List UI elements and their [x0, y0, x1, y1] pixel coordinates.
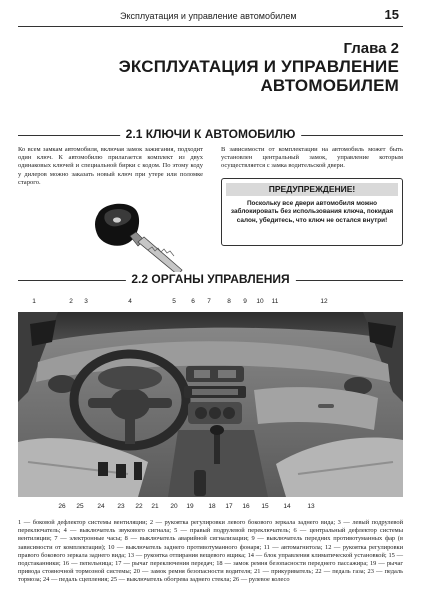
keys-right-text: В зависимости от комплектации на автомобиль может быть установлен центральный замок, управление которым осуществляется с замка водительской двери. — [221, 146, 403, 170]
callout-number: 6 — [191, 298, 195, 305]
dashboard-illustration — [18, 312, 403, 497]
callout-number: 21 — [151, 503, 159, 510]
callout-number: 7 — [207, 298, 211, 305]
callout-number: 26 — [58, 503, 66, 510]
running-header — [0, 4, 421, 24]
warning-text: Поскольку все двери автомобиля можно заблокировать без использования ключа, покидая салон, убедитесь, что ключ не остался внутри! — [230, 200, 394, 224]
callout-number: 19 — [186, 503, 194, 510]
callout-number: 17 — [225, 503, 233, 510]
callout-number: 13 — [307, 503, 315, 510]
header-rule — [18, 26, 403, 27]
callout-number: 25 — [76, 503, 84, 510]
callout-number: 16 — [242, 503, 250, 510]
car-key-illustration — [88, 200, 188, 278]
callout-number: 2 — [69, 298, 73, 305]
callout-number: 5 — [172, 298, 176, 305]
callout-number: 23 — [117, 503, 125, 510]
page-number: 15 — [384, 7, 399, 22]
callout-number: 24 — [97, 503, 105, 510]
running-header-title: Эксплуатация и управление автомобилем — [120, 11, 297, 21]
section-heading-controls — [18, 272, 403, 288]
chapter-title-line2: АВТОМОБИЛЕМ — [260, 76, 399, 95]
figure-caption: 1 — боковой дефлектор системы вентиляции; 2 — рукоятка регулировки левого бокового зеркала заднего вида; 3 — левый подрулевой переключатель; 4 — выключатель звукового сигнала; 5 — правый подрулевой переключатель; 6 — центральный дефлектор системы вентиляции; 7 — электронные часы; 8 — выключатель аварийной сигнализации; 9 — выключатель передних противотуманных фар (в зависимости от комплектации); 10 — выключатель заднего противотуманного фонаря; 11 — автомагнитола; 12 — рукоятка регулировки правого бокового зеркала заднего вида; 13 — рукоятка отпирания вещевого ящика; 14 — блок управления климатической установкой; 15 — подстаканники; 16 — пепельница; 17 — рычаг переключения передач; 18 — замок ремня безопасности переднего пассажира; 19 — рычаг привода стояночной тормозной системы; 20 — замок ремня безопасности водителя; 21 — прикуриватель; 22 — педаль газа; 23 — педаль тормоза; 24 — педаль сцепления; 25 — выключатель обогрева заднего стекла; 26 — рулевое колесо — [18, 519, 403, 584]
chapter-heading — [119, 40, 399, 95]
callout-number: 15 — [261, 503, 269, 510]
section-heading-text: 2.1 КЛЮЧИ К АВТОМОБИЛЮ — [120, 127, 302, 141]
callout-number: 4 — [128, 298, 132, 305]
warning-label: ПРЕДУПРЕЖДЕНИЕ! — [226, 183, 398, 196]
callout-number: 8 — [227, 298, 231, 305]
callout-number: 22 — [135, 503, 143, 510]
callout-number: 9 — [243, 298, 247, 305]
chapter-title-line1: ЭКСПЛУАТАЦИЯ И УПРАВЛЕНИЕ — [118, 57, 399, 76]
chapter-label: Глава 2 — [343, 40, 399, 57]
callout-number: 18 — [208, 503, 216, 510]
section-heading-text: 2.2 ОРГАНЫ УПРАВЛЕНИЯ — [125, 272, 295, 286]
section-heading-keys — [18, 127, 403, 143]
callout-number: 12 — [320, 298, 328, 305]
callout-number: 10 — [256, 298, 264, 305]
callout-number: 11 — [271, 298, 279, 305]
warning-box — [221, 178, 403, 246]
callout-number: 1 — [32, 298, 36, 305]
callout-number: 14 — [283, 503, 291, 510]
dashboard-photo — [18, 312, 403, 497]
callout-number: 20 — [170, 503, 178, 510]
keys-left-text: Ко всем замкам автомобиля, включая замок зажигания, подходит один ключ. К автомобилю прилагается комплект из двух одинаковых ключей и специальной бирки с кодом. По этому коду у дилеров можно заказать новый ключ при утере или поломке старого. — [18, 146, 203, 186]
callout-number: 3 — [84, 298, 88, 305]
